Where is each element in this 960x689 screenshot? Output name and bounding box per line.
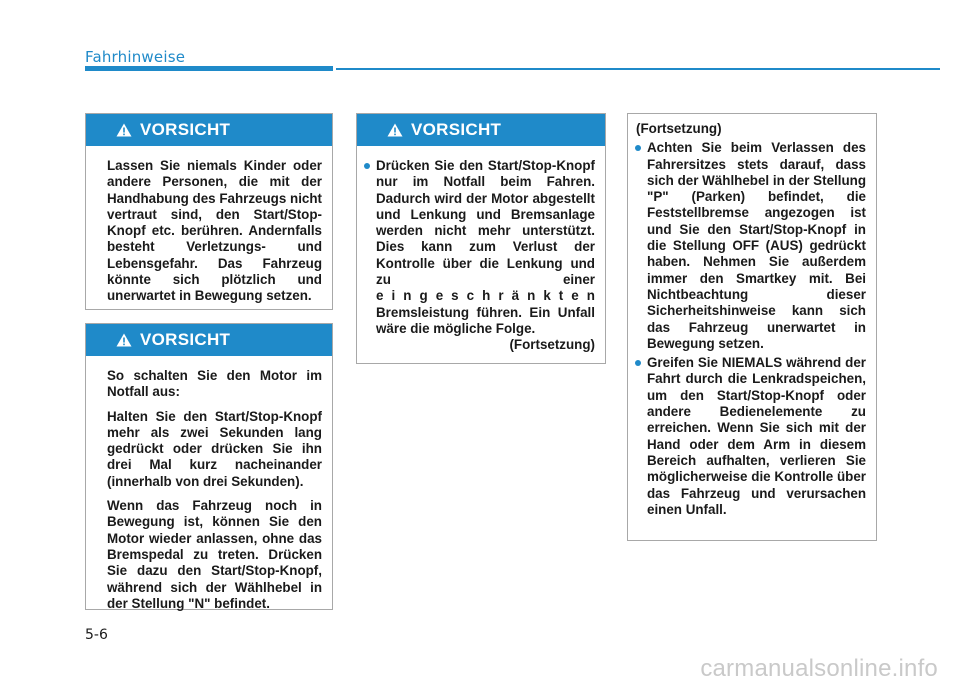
letter: n: [403, 288, 412, 304]
caution-header: [86, 324, 332, 356]
letter: e: [571, 288, 579, 304]
section-title: Fahrhinweise: [85, 48, 186, 66]
caution-header: [357, 114, 605, 146]
caution-body: [357, 146, 605, 354]
caution-text: Lassen Sie niemals Kinder oder andere Personen, die mit der Handhabung des Fahrzeugs nicht vertraut sind, den Start/Stop-Knopf etc. berühren. Andernfalls besteht Verletzungs- und Lebensgefahr. Das Fahrzeug könnte sich plötzlich und unerwartet in Bewegung setzen.: [107, 158, 323, 304]
bullet-text: Drücken Sie den Start/Stop-Knopf nur im Notfall beim Fahren. Dadurch wird der Motor abgestellt und Lenkung und Bremsanlage werden nicht mehr unterstützt. Dies kann zum Verlust der Kontrolle über die Lenkung und zu einer: [376, 158, 595, 288]
letter: n: [586, 288, 595, 304]
caution-paragraph: Wenn das Fahrzeug noch in Bewegung ist, können Sie den Motor wieder anlassen, ohne das Bremspedal zu treten. Drücken Sie dazu den Start/Stop-Knopf, während sich der Wählhebel in der Stellung "N" befindet.: [107, 498, 322, 611]
spaced-word: [376, 288, 595, 304]
warning-triangle-icon: [387, 123, 403, 137]
header-rule-thick: [85, 66, 333, 71]
bullet-text-end: Bremsleistung führen. Ein Unfall wäre die mögliche Folge.: [376, 304, 595, 336]
caution-heading: VORSICHT: [411, 120, 502, 139]
letter: h: [482, 288, 491, 304]
caution-header: [86, 114, 332, 146]
caution-heading: VORSICHT: [140, 120, 231, 139]
letter: s: [451, 288, 459, 304]
letter: t: [558, 288, 564, 304]
caution-body: [86, 356, 332, 612]
letter: e: [435, 288, 444, 304]
caution-box-emergency-shutdown: [85, 323, 333, 610]
letter: r: [498, 288, 504, 304]
bullet-item: Greifen Sie NIEMALS während der Fahrt durch die Lenkradspeichen, um den Start/Stop-Knopf oder andere Bedienelemente zu erreichen. Wenn Sie sich mit der Hand oder dem Arm in diesem Bereich aufhalten, verlieren Sie möglicherweise die Kontrolle über das Fahrzeug und verursachen einen Unfall.: [636, 355, 866, 518]
caution-body: [86, 146, 332, 305]
caution-heading: VORSICHT: [140, 330, 231, 349]
continued-label: (Fortsetzung): [636, 121, 722, 136]
page-number: 5-6: [85, 627, 108, 643]
letter: k: [543, 288, 551, 304]
header-rule-thin: [336, 68, 940, 70]
caution-box-continued: [627, 113, 877, 541]
bullet-item: [365, 158, 595, 354]
caution-paragraph: Halten Sie den Start/Stop-Knopf mehr als zwei Sekunden lang gedrückt oder drücken Sie ihn drei Mal kurz nacheinander (innerhalb von drei Sekunden).: [107, 408, 322, 489]
caution-paragraph: So schalten Sie den Motor im Notfall aus:: [107, 368, 322, 400]
caution-box-children: [85, 113, 333, 310]
letter: e: [376, 288, 384, 304]
letter: n: [527, 288, 536, 304]
continued-label: (Fortsetzung): [509, 337, 595, 353]
letter: i: [391, 288, 396, 304]
warning-triangle-icon: [116, 123, 132, 137]
caution-box-start-stop-driving: [356, 113, 606, 364]
warning-triangle-icon: [116, 333, 132, 347]
letter: ä: [511, 288, 520, 304]
caution-body: [628, 114, 876, 518]
letter: g: [419, 288, 428, 304]
bullet-item: Achten Sie beim Verlassen des Fahrersitzes stets darauf, dass sich der Wählhebel in der Stellung "P" (Parken) befindet, die Feststellbremse angezogen ist und Sie den Start/Stop-Knopf in die Stellung OFF (AUS) gedrückt haben. Nehmen Sie außerdem immer den Smartkey mit. Bei Nichtbeachtung dieser Sicherheitshinweise kann sich das Fahrzeug unerwartet in Bewegung setzen.: [636, 140, 866, 352]
watermark: carmanualsonline.info: [700, 655, 938, 682]
letter: c: [466, 288, 475, 304]
